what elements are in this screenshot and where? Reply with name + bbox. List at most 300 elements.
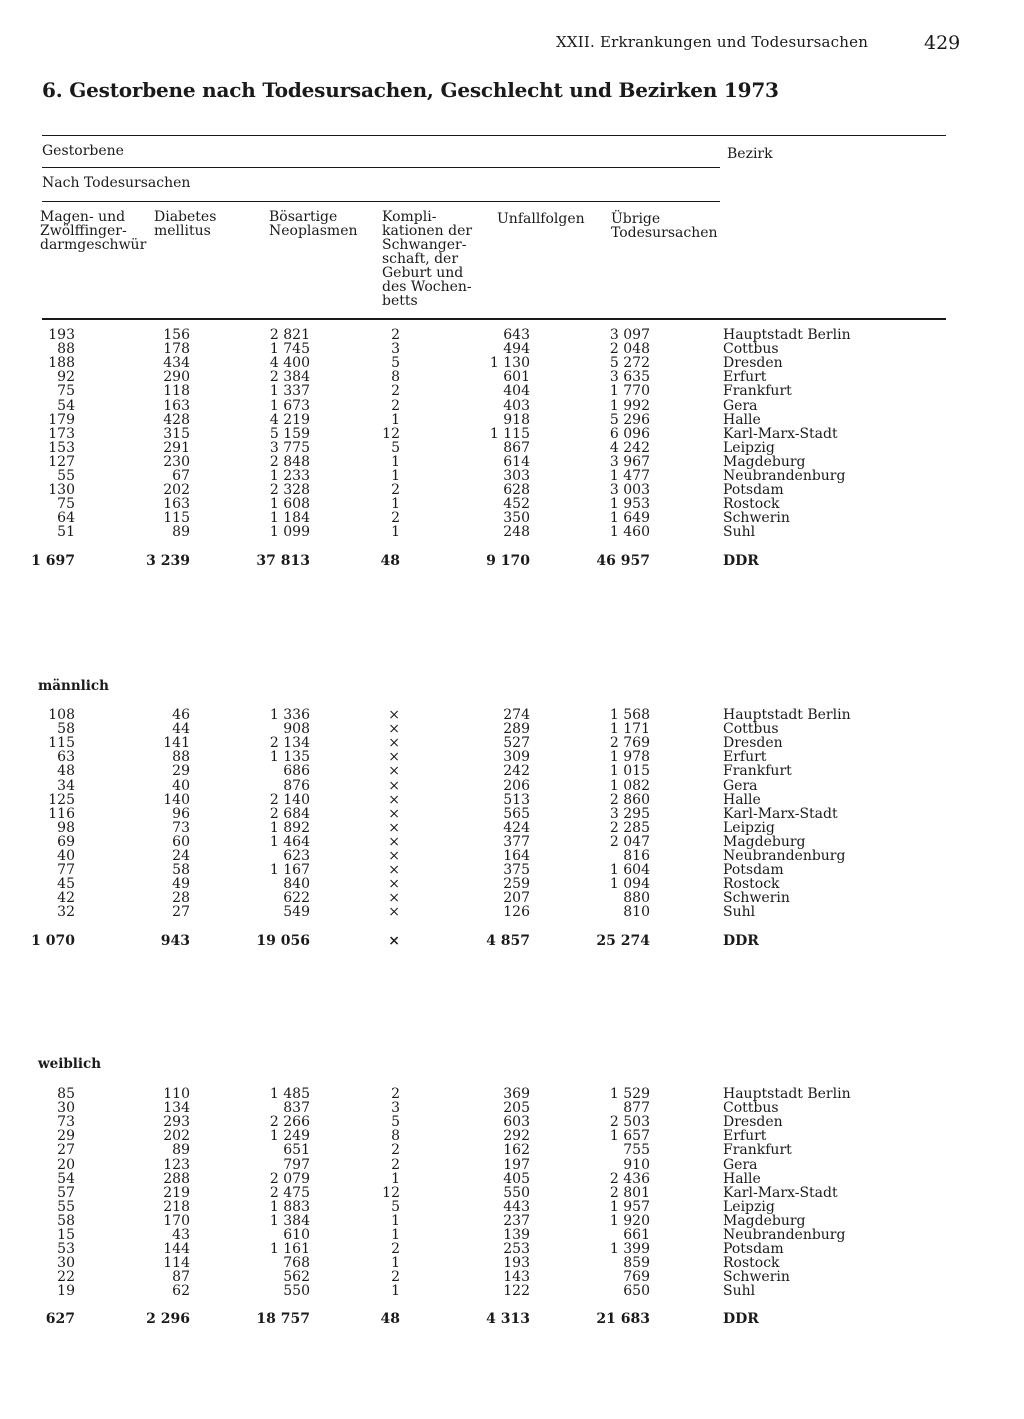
bezirk-cell: Frankfurt — [723, 383, 792, 400]
bezirk-cell: DDR — [723, 933, 759, 949]
unfallfolgen-cell: 424 — [503, 819, 530, 836]
diabetes-cell: 434 — [163, 355, 190, 372]
bezirk-cell: Hauptstadt Berlin — [723, 707, 851, 723]
table-row — [0, 891, 1024, 905]
unfallfolgen-cell: 550 — [503, 1184, 530, 1201]
unfallfolgen-cell: 143 — [503, 1269, 530, 1286]
unfallfolgen-cell: 527 — [503, 735, 530, 752]
bezirk-cell: Magdeburg — [723, 1212, 806, 1229]
unfallfolgen-cell: 452 — [503, 496, 530, 513]
neoplasmen-cell: 1 336 — [269, 707, 310, 723]
uebrige-cell: 1 978 — [609, 749, 650, 766]
total-row — [0, 554, 1024, 568]
neoplasmen-cell: 2 079 — [269, 1170, 310, 1187]
diabetes-cell: 144 — [163, 1241, 190, 1258]
schwangerschaft-cell: × — [388, 933, 400, 949]
diabetes-cell: 170 — [163, 1212, 190, 1229]
magen-cell: 22 — [57, 1269, 75, 1286]
table-row — [0, 370, 1024, 384]
bezirk-cell: Rostock — [723, 876, 780, 893]
bezirk-cell: Cottbus — [723, 721, 779, 738]
neoplasmen-cell: 840 — [283, 876, 310, 893]
magen-cell: 15 — [57, 1227, 75, 1243]
table-row — [0, 1270, 1024, 1284]
magen-cell: 75 — [57, 496, 75, 513]
unfallfolgen-cell: 162 — [503, 1142, 530, 1159]
bezirk-cell: Magdeburg — [723, 833, 806, 850]
neoplasmen-cell: 2 848 — [269, 453, 310, 470]
magen-cell: 627 — [45, 1311, 75, 1327]
schwangerschaft-cell: × — [388, 904, 400, 921]
neoplasmen-cell: 837 — [283, 1100, 310, 1117]
unfallfolgen-cell: 205 — [503, 1100, 530, 1117]
uebrige-cell: 661 — [623, 1227, 650, 1243]
neoplasmen-cell: 623 — [283, 848, 310, 864]
bezirk-cell: Halle — [723, 1170, 761, 1187]
bezirk-cell: Rostock — [723, 1255, 780, 1272]
table-row — [0, 455, 1024, 469]
neoplasmen-cell: 2 328 — [269, 482, 310, 499]
bezirk-cell: Gera — [723, 777, 758, 794]
unfallfolgen-cell: 253 — [503, 1241, 530, 1258]
bezirk-cell: Erfurt — [723, 369, 767, 386]
uebrige-cell: 2 285 — [609, 819, 650, 836]
uebrige-cell: 6 096 — [609, 425, 650, 442]
schwangerschaft-cell: × — [388, 876, 400, 893]
magen-cell: 20 — [57, 1156, 75, 1173]
neoplasmen-cell: 562 — [283, 1269, 310, 1286]
unfallfolgen-cell: 237 — [503, 1212, 530, 1229]
neoplasmen-cell: 768 — [283, 1255, 310, 1272]
neoplasmen-cell: 4 219 — [269, 411, 310, 428]
magen-cell: 45 — [57, 876, 75, 893]
table-row — [0, 807, 1024, 821]
schwangerschaft-cell: 1 — [391, 1283, 400, 1300]
uebrige-cell: 1 094 — [609, 876, 650, 893]
schwangerschaft-cell: 2 — [391, 482, 400, 499]
magen-cell: 32 — [57, 904, 75, 921]
magen-cell: 19 — [57, 1283, 75, 1300]
table-row — [0, 342, 1024, 356]
table-row — [0, 736, 1024, 750]
diabetes-cell: 178 — [163, 341, 190, 358]
uebrige-cell: 1 460 — [609, 524, 650, 541]
unfallfolgen-cell: 4 857 — [486, 933, 530, 949]
magen-cell: 85 — [57, 1086, 75, 1102]
diabetes-cell: 218 — [163, 1198, 190, 1215]
header-nach-todesursachen: Nach Todesursachen — [42, 175, 191, 191]
unfallfolgen-cell: 248 — [503, 524, 530, 541]
header-rule-gestorbene — [42, 167, 720, 168]
column-header-diabetes: Diabetes mellitus — [154, 209, 217, 239]
magen-cell: 108 — [48, 707, 75, 723]
neoplasmen-cell: 1 249 — [269, 1128, 310, 1145]
schwangerschaft-cell: 1 — [391, 411, 400, 428]
diabetes-cell: 43 — [172, 1227, 190, 1243]
bezirk-cell: Gera — [723, 1156, 758, 1173]
diabetes-cell: 24 — [172, 848, 190, 864]
schwangerschaft-cell: × — [388, 763, 400, 780]
table-row — [0, 497, 1024, 511]
unfallfolgen-cell: 918 — [503, 411, 530, 428]
neoplasmen-cell: 622 — [283, 890, 310, 907]
magen-cell: 58 — [57, 721, 75, 738]
schwangerschaft-cell: × — [388, 805, 400, 822]
bezirk-cell: Neubrandenburg — [723, 848, 846, 864]
total-row — [0, 934, 1024, 948]
uebrige-cell: 1 529 — [609, 1086, 650, 1102]
uebrige-cell: 1 957 — [609, 1198, 650, 1215]
diabetes-cell: 293 — [163, 1114, 190, 1131]
diabetes-cell: 40 — [172, 777, 190, 794]
unfallfolgen-cell: 309 — [503, 749, 530, 766]
unfallfolgen-cell: 292 — [503, 1128, 530, 1145]
neoplasmen-cell: 2 384 — [269, 369, 310, 386]
neoplasmen-cell: 908 — [283, 721, 310, 738]
diabetes-cell: 2 296 — [146, 1311, 190, 1327]
bezirk-cell: Karl-Marx-Stadt — [723, 805, 838, 822]
bezirk-cell: Suhl — [723, 524, 756, 541]
diabetes-cell: 62 — [172, 1283, 190, 1300]
diabetes-cell: 202 — [163, 482, 190, 499]
magen-cell: 116 — [48, 805, 75, 822]
unfallfolgen-cell: 867 — [503, 439, 530, 456]
uebrige-cell: 1 082 — [609, 777, 650, 794]
schwangerschaft-cell: 1 — [391, 1170, 400, 1187]
column-header-schwangerschaft: Kompli-kationen der Schwanger-schaft, der Geburt und des Wochen-betts — [382, 209, 473, 309]
uebrige-cell: 3 097 — [609, 327, 650, 343]
schwangerschaft-cell: × — [388, 749, 400, 766]
schwangerschaft-cell: 2 — [391, 327, 400, 343]
neoplasmen-cell: 1 608 — [269, 496, 310, 513]
schwangerschaft-cell: 2 — [391, 1269, 400, 1286]
bezirk-cell: Halle — [723, 411, 761, 428]
table-row — [0, 1158, 1024, 1172]
bezirk-cell: Magdeburg — [723, 453, 806, 470]
neoplasmen-cell: 37 813 — [256, 553, 310, 569]
table-row — [0, 413, 1024, 427]
schwangerschaft-cell: 2 — [391, 1241, 400, 1258]
unfallfolgen-cell: 289 — [503, 721, 530, 738]
magen-cell: 115 — [48, 735, 75, 752]
schwangerschaft-cell: × — [388, 890, 400, 907]
neoplasmen-cell: 651 — [283, 1142, 310, 1159]
unfallfolgen-cell: 1 130 — [489, 355, 530, 372]
neoplasmen-cell: 18 757 — [256, 1311, 310, 1327]
magen-cell: 30 — [57, 1255, 75, 1272]
uebrige-cell: 859 — [623, 1255, 650, 1272]
table-row — [0, 483, 1024, 497]
bezirk-cell: Potsdam — [723, 482, 784, 499]
unfallfolgen-cell: 614 — [503, 453, 530, 470]
uebrige-cell: 1 568 — [609, 707, 650, 723]
table-row — [0, 849, 1024, 863]
section-label-maennlich: männlich — [38, 678, 109, 694]
table-row — [0, 1228, 1024, 1242]
header-gestorbene: Gestorbene — [42, 143, 124, 159]
magen-cell: 73 — [57, 1114, 75, 1131]
magen-cell: 27 — [57, 1142, 75, 1159]
bezirk-cell: Leipzig — [723, 819, 775, 836]
table-row — [0, 1087, 1024, 1101]
neoplasmen-cell: 1 161 — [269, 1241, 310, 1258]
table-row — [0, 441, 1024, 455]
neoplasmen-cell: 1 337 — [269, 383, 310, 400]
schwangerschaft-cell: 2 — [391, 1086, 400, 1102]
schwangerschaft-cell: × — [388, 707, 400, 723]
bezirk-cell: Karl-Marx-Stadt — [723, 1184, 838, 1201]
table-row — [0, 1143, 1024, 1157]
bezirk-cell: Dresden — [723, 355, 783, 372]
schwangerschaft-cell: 1 — [391, 453, 400, 470]
uebrige-cell: 5 272 — [609, 355, 650, 372]
uebrige-cell: 1 015 — [609, 763, 650, 780]
magen-cell: 98 — [57, 819, 75, 836]
uebrige-cell: 1 657 — [609, 1128, 650, 1145]
neoplasmen-cell: 549 — [283, 904, 310, 921]
schwangerschaft-cell: 5 — [391, 439, 400, 456]
diabetes-cell: 67 — [172, 468, 190, 484]
bezirk-cell: DDR — [723, 553, 759, 569]
diabetes-cell: 163 — [163, 397, 190, 414]
diabetes-cell: 27 — [172, 904, 190, 921]
bezirk-cell: Hauptstadt Berlin — [723, 327, 851, 343]
magen-cell: 42 — [57, 890, 75, 907]
uebrige-cell: 1 920 — [609, 1212, 650, 1229]
diabetes-cell: 315 — [163, 425, 190, 442]
unfallfolgen-cell: 443 — [503, 1198, 530, 1215]
uebrige-cell: 1 649 — [609, 510, 650, 527]
uebrige-cell: 650 — [623, 1283, 650, 1300]
diabetes-cell: 219 — [163, 1184, 190, 1201]
bezirk-cell: DDR — [723, 1311, 759, 1327]
unfallfolgen-cell: 122 — [503, 1283, 530, 1300]
unfallfolgen-cell: 197 — [503, 1156, 530, 1173]
table-row — [0, 1172, 1024, 1186]
magen-cell: 64 — [57, 510, 75, 527]
magen-cell: 173 — [48, 425, 75, 442]
magen-cell: 34 — [57, 777, 75, 794]
unfallfolgen-cell: 9 170 — [486, 553, 530, 569]
schwangerschaft-cell: 5 — [391, 1198, 400, 1215]
magen-cell: 51 — [57, 524, 75, 541]
magen-cell: 54 — [57, 1170, 75, 1187]
magen-cell: 29 — [57, 1128, 75, 1145]
total-row — [0, 1312, 1024, 1326]
unfallfolgen-cell: 139 — [503, 1227, 530, 1243]
bezirk-cell: Potsdam — [723, 1241, 784, 1258]
uebrige-cell: 2 769 — [609, 735, 650, 752]
unfallfolgen-cell: 404 — [503, 383, 530, 400]
schwangerschaft-cell: 48 — [380, 553, 400, 569]
neoplasmen-cell: 2 684 — [269, 805, 310, 822]
table-row — [0, 1214, 1024, 1228]
table-row — [0, 1256, 1024, 1270]
diabetes-cell: 3 239 — [146, 553, 190, 569]
table-row — [0, 469, 1024, 483]
bezirk-cell: Suhl — [723, 1283, 756, 1300]
table-row — [0, 356, 1024, 370]
table-row — [0, 764, 1024, 778]
uebrige-cell: 5 296 — [609, 411, 650, 428]
uebrige-cell: 1 477 — [609, 468, 650, 484]
uebrige-cell: 2 048 — [609, 341, 650, 358]
uebrige-cell: 25 274 — [596, 933, 650, 949]
magen-cell: 48 — [57, 763, 75, 780]
magen-cell: 92 — [57, 369, 75, 386]
diabetes-cell: 943 — [160, 933, 190, 949]
uebrige-cell: 810 — [623, 904, 650, 921]
bezirk-cell: Halle — [723, 791, 761, 808]
neoplasmen-cell: 1 135 — [269, 749, 310, 766]
neoplasmen-cell: 4 400 — [269, 355, 310, 372]
bezirk-cell: Neubrandenburg — [723, 468, 846, 484]
bezirk-cell: Rostock — [723, 496, 780, 513]
uebrige-cell: 4 242 — [609, 439, 650, 456]
diabetes-cell: 89 — [172, 1142, 190, 1159]
uebrige-cell: 910 — [623, 1156, 650, 1173]
uebrige-cell: 46 957 — [596, 553, 650, 569]
schwangerschaft-cell: 1 — [391, 524, 400, 541]
table-row — [0, 1284, 1024, 1298]
bezirk-cell: Potsdam — [723, 862, 784, 879]
neoplasmen-cell: 686 — [283, 763, 310, 780]
neoplasmen-cell: 1 883 — [269, 1198, 310, 1215]
neoplasmen-cell: 1 464 — [269, 833, 310, 850]
diabetes-cell: 230 — [163, 453, 190, 470]
uebrige-cell: 816 — [623, 848, 650, 864]
magen-cell: 130 — [48, 482, 75, 499]
uebrige-cell: 21 683 — [596, 1311, 650, 1327]
schwangerschaft-cell: 12 — [382, 425, 400, 442]
unfallfolgen-cell: 565 — [503, 805, 530, 822]
schwangerschaft-cell: 5 — [391, 355, 400, 372]
schwangerschaft-cell: × — [388, 848, 400, 864]
unfallfolgen-cell: 513 — [503, 791, 530, 808]
table-row — [0, 1186, 1024, 1200]
table-row — [0, 399, 1024, 413]
schwangerschaft-cell: 48 — [380, 1311, 400, 1327]
schwangerschaft-cell: 8 — [391, 1128, 400, 1145]
bezirk-cell: Leipzig — [723, 1198, 775, 1215]
magen-cell: 127 — [48, 453, 75, 470]
unfallfolgen-cell: 375 — [503, 862, 530, 879]
bezirk-cell: Cottbus — [723, 341, 779, 358]
section-label-weiblich: weiblich — [38, 1056, 102, 1072]
diabetes-cell: 118 — [163, 383, 190, 400]
bezirk-cell: Erfurt — [723, 1128, 767, 1145]
schwangerschaft-cell: 1 — [391, 1212, 400, 1229]
table-row — [0, 863, 1024, 877]
unfallfolgen-cell: 377 — [503, 833, 530, 850]
schwangerschaft-cell: 2 — [391, 510, 400, 527]
unfallfolgen-cell: 403 — [503, 397, 530, 414]
diabetes-cell: 87 — [172, 1269, 190, 1286]
uebrige-cell: 2 503 — [609, 1114, 650, 1131]
neoplasmen-cell: 1 892 — [269, 819, 310, 836]
unfallfolgen-cell: 164 — [503, 848, 530, 864]
schwangerschaft-cell: 8 — [391, 369, 400, 386]
diabetes-cell: 49 — [172, 876, 190, 893]
table-row — [0, 511, 1024, 525]
uebrige-cell: 755 — [623, 1142, 650, 1159]
table-title: 6. Gestorbene nach Todesursachen, Geschlecht und Bezirken 1973 — [42, 78, 779, 102]
uebrige-cell: 1 399 — [609, 1241, 650, 1258]
neoplasmen-cell: 550 — [283, 1283, 310, 1300]
unfallfolgen-cell: 242 — [503, 763, 530, 780]
magen-cell: 88 — [57, 341, 75, 358]
diabetes-cell: 96 — [172, 805, 190, 822]
neoplasmen-cell: 1 485 — [269, 1086, 310, 1102]
magen-cell: 153 — [48, 439, 75, 456]
bezirk-cell: Dresden — [723, 1114, 783, 1131]
schwangerschaft-cell: × — [388, 833, 400, 850]
diabetes-cell: 114 — [163, 1255, 190, 1272]
magen-cell: 1 070 — [31, 933, 75, 949]
neoplasmen-cell: 19 056 — [256, 933, 310, 949]
diabetes-cell: 428 — [163, 411, 190, 428]
header-rule-todesursachen — [42, 201, 720, 202]
diabetes-cell: 89 — [172, 524, 190, 541]
table-row — [0, 905, 1024, 919]
unfallfolgen-cell: 126 — [503, 904, 530, 921]
schwangerschaft-cell: × — [388, 819, 400, 836]
table-row — [0, 750, 1024, 764]
unfallfolgen-cell: 193 — [503, 1255, 530, 1272]
neoplasmen-cell: 1 099 — [269, 524, 310, 541]
table-row — [0, 427, 1024, 441]
bezirk-cell: Dresden — [723, 735, 783, 752]
bezirk-cell: Neubrandenburg — [723, 1227, 846, 1243]
uebrige-cell: 1 604 — [609, 862, 650, 879]
uebrige-cell: 3 003 — [609, 482, 650, 499]
table-row — [0, 525, 1024, 539]
neoplasmen-cell: 1 233 — [269, 468, 310, 484]
magen-cell: 58 — [57, 1212, 75, 1229]
table-row — [0, 1101, 1024, 1115]
neoplasmen-cell: 3 775 — [269, 439, 310, 456]
uebrige-cell: 2 047 — [609, 833, 650, 850]
unfallfolgen-cell: 643 — [503, 327, 530, 343]
neoplasmen-cell: 876 — [283, 777, 310, 794]
unfallfolgen-cell: 369 — [503, 1086, 530, 1102]
diabetes-cell: 141 — [163, 735, 190, 752]
neoplasmen-cell: 1 673 — [269, 397, 310, 414]
schwangerschaft-cell: 5 — [391, 1114, 400, 1131]
unfallfolgen-cell: 628 — [503, 482, 530, 499]
bezirk-cell: Suhl — [723, 904, 756, 921]
uebrige-cell: 880 — [623, 890, 650, 907]
uebrige-cell: 769 — [623, 1269, 650, 1286]
magen-cell: 55 — [57, 1198, 75, 1215]
uebrige-cell: 1 953 — [609, 496, 650, 513]
table-row — [0, 835, 1024, 849]
diabetes-cell: 110 — [163, 1086, 190, 1102]
unfallfolgen-cell: 274 — [503, 707, 530, 723]
schwangerschaft-cell: × — [388, 862, 400, 879]
diabetes-cell: 28 — [172, 890, 190, 907]
unfallfolgen-cell: 603 — [503, 1114, 530, 1131]
diabetes-cell: 58 — [172, 862, 190, 879]
magen-cell: 125 — [48, 791, 75, 808]
unfallfolgen-cell: 259 — [503, 876, 530, 893]
schwangerschaft-cell: 1 — [391, 468, 400, 484]
diabetes-cell: 288 — [163, 1170, 190, 1187]
diabetes-cell: 290 — [163, 369, 190, 386]
column-header-uebrige: Übrige Todesursachen — [611, 211, 718, 241]
diabetes-cell: 123 — [163, 1156, 190, 1173]
uebrige-cell: 1 171 — [609, 721, 650, 738]
